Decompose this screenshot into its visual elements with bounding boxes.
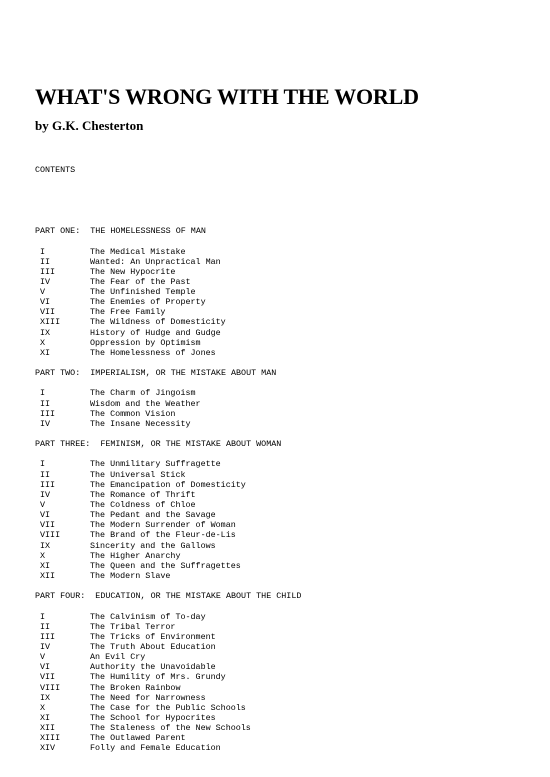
spacer (35, 358, 535, 368)
chapter-number: V (40, 652, 46, 663)
chapter-title: The Higher Anarchy (90, 550, 181, 561)
chapter-number: III (40, 631, 56, 642)
chapter-entry (35, 470, 535, 480)
chapter-entry (35, 743, 535, 753)
chapter-title: The New Hypocrite (90, 266, 176, 277)
spacer (35, 378, 535, 388)
page-title: WHAT'S WRONG WITH THE WORLD (35, 84, 419, 109)
chapter-entry (35, 632, 535, 642)
chapter-title: The Need for Narrowness (90, 692, 206, 703)
chapter-entry (35, 297, 535, 307)
chapter-number: VIII (40, 682, 61, 693)
chapter-title: The Insane Necessity (90, 418, 191, 429)
chapter-title: The Free Family (90, 307, 166, 318)
spacer (35, 196, 535, 206)
spacer (35, 449, 535, 459)
chapter-title: Oppression by Optimism (90, 337, 201, 348)
chapter-entry (35, 571, 535, 581)
chapter-title: The Universal Stick (90, 469, 186, 480)
chapter-title: The Outlawed Parent (90, 733, 186, 744)
chapter-number: VIII (40, 530, 61, 541)
chapter-number: VII (40, 520, 56, 531)
chapter-number: IV (40, 641, 51, 652)
chapter-title: The Pedant and the Savage (90, 510, 216, 521)
chapter-entry (35, 388, 535, 398)
chapter-entry (35, 510, 535, 520)
part-heading: PART FOUR: EDUCATION, OR THE MISTAKE ABOUT THE CHILD (35, 591, 302, 602)
chapter-entry (35, 612, 535, 622)
chapter-entry (35, 672, 535, 682)
chapter-number: VI (40, 297, 51, 308)
chapter-title: The Charm of Jingoism (90, 388, 196, 399)
chapter-entry (35, 733, 535, 743)
contents-parts (35, 226, 535, 753)
chapter-title: Authority the Unavoidable (90, 662, 216, 673)
chapter-entry (35, 652, 535, 662)
part-heading: PART TWO: IMPERIALISM, OR THE MISTAKE ABOUT MAN (35, 368, 277, 379)
chapter-number: II (40, 621, 51, 632)
chapter-number: XIII (40, 317, 61, 328)
chapter-entry (35, 622, 535, 632)
chapter-number: XIII (40, 733, 61, 744)
chapter-entry (35, 480, 535, 490)
chapter-title: An Evil Cry (90, 652, 146, 663)
chapter-entry (35, 338, 535, 348)
chapter-number: X (40, 702, 46, 713)
spacer (35, 601, 535, 611)
chapter-title: The Tribal Terror (90, 621, 176, 632)
chapter-number: IX (40, 327, 51, 338)
chapter-title: The Case for the Public Schools (90, 702, 246, 713)
chapter-title: The Modern Slave (90, 571, 171, 581)
chapter-entry (35, 409, 535, 419)
chapter-entry (35, 561, 535, 571)
chapter-title: The Homelessness of Jones (90, 347, 216, 358)
chapter-title: Wanted: An Unpractical Man (90, 256, 221, 267)
chapter-number: I (40, 388, 46, 399)
chapter-number: XI (40, 712, 51, 723)
chapter-number: IX (40, 692, 51, 703)
chapter-number: I (40, 459, 46, 470)
chapter-title: The Medical Mistake (90, 246, 186, 257)
chapter-number: XIV (40, 743, 56, 754)
chapter-entry (35, 307, 535, 317)
chapter-number: II (40, 398, 51, 409)
chapter-number: IV (40, 276, 51, 287)
chapter-number: I (40, 611, 46, 622)
chapter-number: IV (40, 418, 51, 429)
chapter-number: II (40, 469, 51, 480)
chapter-entry (35, 257, 535, 267)
chapter-number: I (40, 246, 46, 257)
chapter-title: The Romance of Thrift (90, 489, 196, 500)
chapter-title: Folly and Female Education (90, 743, 221, 754)
chapter-number: V (40, 500, 46, 511)
chapter-number: VI (40, 662, 51, 673)
chapter-entry (35, 662, 535, 672)
chapter-title: The School for Hypocrites (90, 712, 216, 723)
chapter-title: The Broken Rainbow (90, 682, 181, 693)
chapter-title: The Coldness of Chloe (90, 500, 196, 511)
chapter-number: XI (40, 560, 51, 571)
chapter-title: History of Hudge and Gudge (90, 327, 221, 338)
part-heading: PART THREE: FEMINISM, OR THE MISTAKE ABOUT WOMAN (35, 439, 282, 450)
chapter-number: VII (40, 307, 56, 318)
chapter-entry (35, 328, 535, 338)
chapter-entry (35, 520, 535, 530)
chapter-title: The Common Vision (90, 408, 176, 419)
chapter-number: IV (40, 489, 51, 500)
chapter-title: The Unfinished Temple (90, 287, 196, 298)
chapter-title: The Queen and the Suffragettes (90, 560, 241, 571)
chapter-entry (35, 500, 535, 510)
chapter-number: XI (40, 347, 51, 358)
chapter-number: XII (40, 571, 56, 581)
chapter-entry (35, 723, 535, 733)
chapter-entry (35, 419, 535, 429)
spacer (35, 429, 535, 439)
chapter-title: The Staleness of the New Schools (90, 723, 251, 734)
chapter-number: II (40, 256, 51, 267)
chapter-title: The Brand of the Fleur-de-Lis (90, 530, 236, 541)
chapter-number: XII (40, 723, 56, 734)
chapter-title: Sincerity and the Gallows (90, 540, 216, 551)
chapter-title: The Fear of the Past (90, 276, 191, 287)
chapter-entry (35, 683, 535, 693)
chapter-entry (35, 399, 535, 409)
chapter-number: IX (40, 540, 51, 551)
chapter-number: X (40, 550, 46, 561)
chapter-entry (35, 459, 535, 469)
chapter-title: The Tricks of Environment (90, 631, 216, 642)
chapter-entry (35, 317, 535, 327)
chapter-number: III (40, 479, 56, 490)
chapter-title: The Enemies of Property (90, 297, 206, 308)
chapter-title: The Modern Surrender of Woman (90, 520, 236, 531)
author-byline: by G.K. Chesterton (35, 118, 144, 133)
chapter-title: The Emancipation of Domesticity (90, 479, 246, 490)
chapter-entry (35, 713, 535, 723)
chapter-entry (35, 267, 535, 277)
chapter-title: The Truth About Education (90, 641, 216, 652)
chapter-title: The Calvinism of To-day (90, 611, 206, 622)
chapter-entry (35, 530, 535, 540)
chapter-title: The Humility of Mrs. Grundy (90, 672, 226, 683)
chapter-entry (35, 551, 535, 561)
chapter-entry (35, 348, 535, 358)
chapter-number: V (40, 287, 46, 298)
chapter-title: The Wildness of Domesticity (90, 317, 226, 328)
chapter-number: III (40, 408, 56, 419)
chapter-entry (35, 693, 535, 703)
chapter-number: III (40, 266, 56, 277)
spacer (35, 581, 535, 591)
contents-heading: CONTENTS (35, 165, 76, 176)
chapter-entry (35, 703, 535, 713)
part-heading: PART ONE: THE HOMELESSNESS OF MAN (35, 226, 206, 237)
chapter-title: Wisdom and the Weather (90, 398, 201, 409)
chapter-number: VII (40, 672, 56, 683)
chapter-entry (35, 287, 535, 297)
table-of-contents (35, 145, 535, 774)
chapter-number: VI (40, 510, 51, 521)
chapter-entry (35, 642, 535, 652)
chapter-entry (35, 541, 535, 551)
chapter-entry (35, 277, 535, 287)
chapter-entry (35, 247, 535, 257)
spacer (35, 236, 535, 246)
chapter-title: The Unmilitary Suffragette (90, 459, 221, 470)
chapter-entry (35, 490, 535, 500)
chapter-number: X (40, 337, 46, 348)
